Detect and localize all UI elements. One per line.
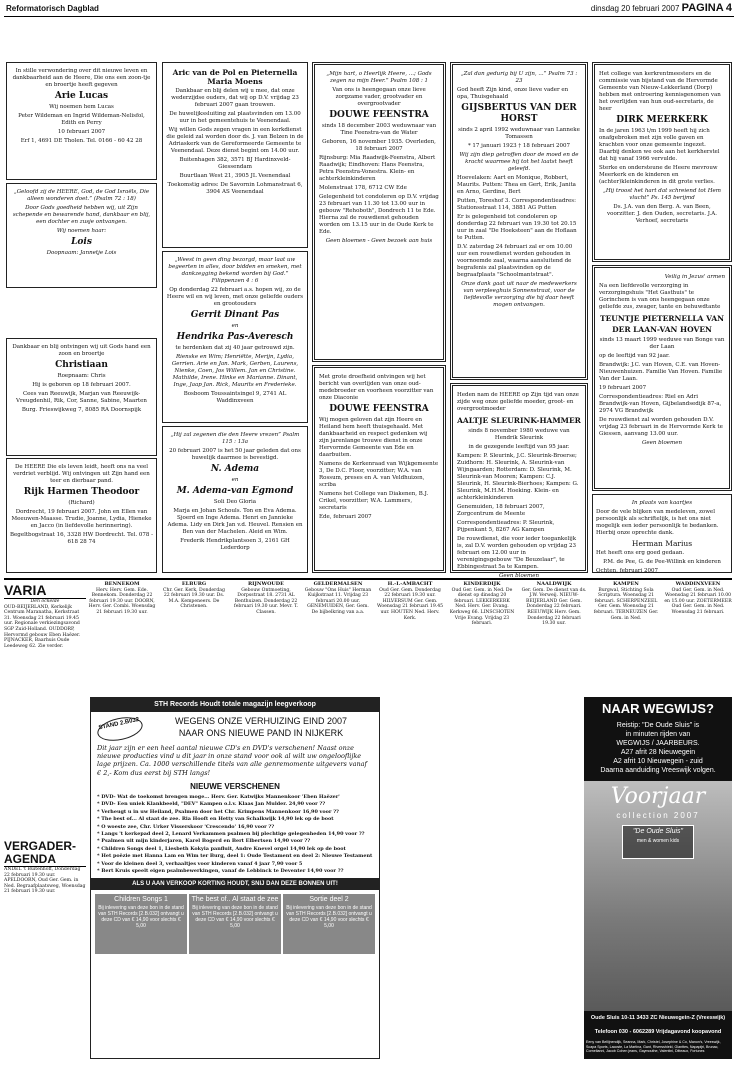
sth-item-list bbox=[97, 794, 373, 875]
ad-address: Begeltbogstraat 16, 3328 HW Dordrecht. Tel. 078 - 618 28 74 bbox=[10, 532, 153, 545]
ad-brand: Voorjaar bbox=[610, 784, 706, 809]
ad-text2: In de jaren 1963 t/m 1999 heeft hij zich onafgebroken met zijn volle gaven en krachten voor onze gemeente ingezet. Daarbij denken we ook aan het kerkherstel dat hij vanaf 1966 vervulde. bbox=[599, 128, 720, 162]
sth-item: * Het poëzie met Hanna Lam en Wim ter Burg, deel 1: Oude Testament en deel 2: Nieuwe Testament bbox=[97, 853, 373, 860]
ad-family: Kampen: P. Sleurink, J.C. Sleurink-Broerse; Zuidhorn: H. Sleurink, A. Sleurink-van Wijngaarden; Rotterdam: D. Sleurink, M. Sleurink-van Mooren; Kampen: C.J. Sleurink, H. Sleurink-Bierhoes; Kampen: G. Sleurink, M.H.M. Hoeking. Klein- en achterkleinkinderen bbox=[457, 453, 579, 501]
ad-address: Burg. Frieswijkweg 7, 8085 RA Doornspijk bbox=[21, 407, 142, 413]
ad-date: Hij is geboren op 18 februari 2007. bbox=[32, 382, 131, 388]
ad-line: A2 afrit 10 Nieuwegein - zuid bbox=[613, 758, 703, 765]
varia-section bbox=[4, 582, 86, 832]
oude-sluis-logo bbox=[622, 825, 694, 859]
sth-intro: Dit jaar zijn er een heel aantal nieuwe CD's en DVD's verschenen! Naast onze nieuwe producties vind u dit jaar in onze stand voor ook al wilt uw ongelooflijke lage prijzen. Ca. 1000 verschillende titels van alle genremomente uitgevers vanaf € 2,- Kom dus eerst bij STH langs! bbox=[97, 744, 367, 777]
ad-text: Van ons is heengegaan onze lieve zorgzame vader, grootvader en overgrootvader bbox=[332, 87, 426, 107]
ad-name-2: M. Adema-van Egmond bbox=[176, 486, 294, 496]
agenda-col-head: KINDERDIJK bbox=[463, 581, 501, 587]
agenda-col bbox=[592, 582, 660, 692]
ad-name: DOUWE FEENSTRA bbox=[329, 110, 429, 120]
ad-family: Cees van Reeuwijk, Marjan van Reeuwijk-Vreugdenhil, Rik, Cor, Sanne, Sabine, Maarten bbox=[16, 391, 147, 404]
ad-text3: Sterke en ondersteune de Heere mevrouw Meerkerk en de kinderen en (achter)kleinkinderen in dit grote verlies. bbox=[599, 165, 718, 185]
death-notice-feenstra-family bbox=[312, 62, 446, 362]
page-header-date bbox=[591, 2, 732, 14]
logo-sub: men & women kids bbox=[636, 838, 680, 844]
agenda-col bbox=[520, 582, 588, 692]
ad-place: Doopnaam: Jannetje Lois bbox=[46, 250, 117, 256]
agenda-col-head: RIJNWOUDE bbox=[248, 581, 284, 587]
agenda-col bbox=[376, 582, 444, 692]
agenda-col-text: Oud Ger. Gem. Donderdag 22 februari 19.30 uur. HILVERSUM Ger. Gem. Woensdag 21 februari 19.45 uur. HOUTEN Ned. Herv. Kerk. bbox=[376, 587, 444, 621]
birth-ad-lois bbox=[6, 183, 157, 288]
ad-signature: P.M. de Pee, G. de Pee-Willink en kinderen bbox=[603, 559, 721, 565]
coupon-title: Sortie deel 2 bbox=[309, 896, 349, 903]
agenda-col-head: GELDERMALSEN bbox=[313, 581, 363, 587]
ad-age: op de leeftijd van 92 jaar. bbox=[599, 353, 670, 359]
agenda-col-text: Gebouw "Ons Huis" Herman Kuijkstraat 11. Vrijdag 23 februari 20.00 uur. GENEMUIDEN, Ger. Gem. De bijbelkring van a.a. bbox=[304, 587, 372, 615]
agenda-col-text: Burgwal, Stichting Sola Scriptura. Woensdag 21 februari. SCHERPENZEEL Ger. Gem. Woensdag 21 februari. TERNEUZEN Ger. Gem. in Ned. bbox=[593, 587, 659, 621]
ad-sub: sinds 18 december 2003 weduwnaar van Tine Feenstra-van de Water bbox=[321, 123, 437, 136]
agenda-col-text: Gebouw Ontmoeting, Dorpsstraat 18. 2731 AL Benthuizen. Donderdag 22 februari 19.30 uur. Mevr. T. Classen. bbox=[234, 587, 298, 615]
agenda-col-head: KAMPEN bbox=[613, 581, 639, 587]
ad-parents: Peter Wildeman en Ingrid Wildeman-Nelisfol, Edith en Perry bbox=[18, 113, 145, 126]
ad-funeral: De rouwdienst, die voor ieder toegankelijk is, zal D.V. worden gehouden op vrijdag 23 februari om 12.00 uur in verenigingsgebouw "De Beuzelaar", te Ebbingestraat 5a te Kampen. bbox=[457, 536, 577, 570]
ad-address: Genemuiden, 18 februari 2007, Zorgcentrum de Meente bbox=[457, 504, 545, 517]
ad-years: te herdenken dat zij 40 jaar getrouwd zijn. bbox=[175, 345, 295, 351]
agenda-col-text: Ger. Gem. De dienst van ds. J.W. Verweij. NIEUW-BEIJERLAND Ger. Gem. Donderdag 22 februari. REEUWIJK Herv. Gem. Donderdag 22 februari 19.30 uur. bbox=[521, 587, 587, 627]
agenda-col bbox=[88, 582, 156, 692]
ad-future: Toekomstig adres: De Savornin Lohmanstraat 6, 3904 AS Veenendaal bbox=[167, 182, 303, 195]
ad-credit: Eeny van Bellijnendijk, Seanna, Mark, Christel, Josephine & Co, Manon's, Vreeswijk, Scapa Sports, Lacoste, La Martina, Gant, Riversshield, Gianttes, Napapijri, Brunac, Cornelianni, Jacob Cohen jeans, Gaymouthe, Valentini, Ditteaux, Fortunes bbox=[586, 1040, 721, 1053]
ad-address-2: Buurtlaan West 21, 3905 JL Veenendaal bbox=[179, 173, 291, 179]
wedding-ad bbox=[162, 62, 308, 248]
ad-address: Bosboom Toussaintsingel 9, 2741 AL Waddinxveen bbox=[183, 391, 287, 404]
ad-text: God heeft Zijn kind, onze lieve vader en opa, Thuisgehaald bbox=[457, 87, 569, 100]
ad-funeral: De rouwdienst zal worden gehouden D.V. vrijdag 23 februari in de Hervormde Kerk te Giessen, aanvang 13.00 uur. bbox=[599, 417, 723, 437]
ad-family: Hoevelaken: Aart en Monique, Robbert, Maurits. Putten: Thea en Gert, Erik, Janita en Arno, Gerdine, Bert bbox=[457, 175, 576, 195]
agenda-col-text: Oud Ger. Gem. in Ned. De dienst op dinsdag 20 februari. LEKKERKERK Ned. Herv. Ger. Evang. Kerkweg 66. LINSCHOTEN Vrije Evang. Vrijdag 23 februari. bbox=[449, 587, 515, 627]
birth-ad-christiaan bbox=[6, 338, 157, 456]
ad-place: Ede, februari 2007 bbox=[319, 514, 372, 520]
ad-title: Aric van de Pol en Pieternella Maria Moens bbox=[172, 68, 298, 86]
ad-lines bbox=[588, 721, 728, 775]
sth-headline-1: WEGENS ONZE VERHUIZING EIND 2007 bbox=[174, 716, 348, 726]
ad-text: Heden nam de HEERE op Zijn tijd van onze zijde weg onze geliefde moeder, groot- en overgrootmoeder bbox=[457, 392, 579, 412]
agenda-col-head: H.-I.-AMBACHT bbox=[387, 581, 433, 587]
ad-family: Brandwijk: J.C. van Hoven, C.E. van Hoven-Nieuwenhuizen. Familie Van Hoven. Familie Van der Laan. bbox=[599, 362, 723, 382]
ad-text2: Soli Deo Gloria bbox=[213, 499, 257, 505]
ad-footer: Geen bloemen bbox=[641, 440, 683, 446]
ad-text: Na een liefdevolle verzorging in verzorgingshuis "Het Gasthuis" te Gorinchem is van ons heengegaan onze geliefde zus, zwager, tante en behuwdtante bbox=[599, 283, 721, 310]
sth-item: * DVD- Een uniek Klankbeeld, "DEV" Kampen o.l.v. Klaas Jan Mulder. 24,90 voor ?? bbox=[97, 801, 326, 808]
ad-sub: sinds 13 maart 1999 weduwe van Bonge van der Laan bbox=[599, 337, 725, 350]
ad-name-1: Gerrit Dinant Pas bbox=[190, 310, 280, 320]
anniversary-ad-pas bbox=[162, 251, 308, 423]
death-notice-meerkerk bbox=[592, 62, 732, 262]
ad-name: DOUWE FEENSTRA bbox=[329, 404, 429, 414]
ad-title: NAAR WEGWIJS? bbox=[602, 701, 714, 716]
ad-name: Lois bbox=[71, 237, 92, 247]
logo-name: "De Oude Sluis" bbox=[632, 828, 684, 835]
agenda-col-head: BENNEKOM bbox=[104, 581, 140, 587]
agenda-col-head: WADDINXVEEN bbox=[675, 581, 721, 587]
ad-correspondence: Correspondentieadres: Riel en Adri Brandwijk-van Hoven, Gijbelandsedijk 87-a, 2974 VG Brandwijk bbox=[599, 394, 722, 414]
ad-correspondence: Correspondentieadres: P. Sleurink, Pijpenkant 5, 8267 AG Kampen bbox=[457, 520, 555, 533]
agenda-col bbox=[664, 582, 732, 692]
ad-intro: In stille verwondering over dit nieuwe leven en dankbaarheid aan de Heere, Die ons een zoon-tje en broertje heeft gegeven bbox=[12, 68, 151, 88]
coupon-title: Children Songs 1 bbox=[114, 896, 168, 903]
sth-coupon[interactable] bbox=[95, 894, 187, 954]
header-rule bbox=[4, 16, 734, 17]
ad-funeral: Er is gelegenheid tot condoleren op donderdag 22 februari van 19.30 tot 20.15 uur in zaal "De Hoeksteen" aan de Hoflaan te Putten. bbox=[457, 214, 577, 241]
ad-collection: collection 2007 bbox=[616, 811, 700, 820]
sth-item: * Psalmen uit mijn kinderjaren, Karel Bogerd en Bert Elbertsen 14,90 voor ?? bbox=[97, 838, 311, 845]
agenda-col bbox=[304, 582, 372, 692]
ad-name-1: N. Adema bbox=[210, 464, 260, 474]
death-notice-van-der-laan bbox=[592, 265, 732, 491]
sth-item: * Verheugt u in uw Heiland, Psalmen door het Chr. Krimpens Mannenkoor 16,90 voor ?? bbox=[97, 808, 339, 815]
ad-footer: Geen bloemen - Geen bezoek aan huis bbox=[325, 238, 433, 244]
ad-line: in minuten rijden van bbox=[625, 731, 691, 738]
agenda-col-head: NAALDWIJK bbox=[536, 581, 572, 587]
agenda-col-text: Oud Ger. Gem. in Ned. Woensdag 21 februari 10.00 en 15.00 uur. ZOETERMEER Oud Ger. Gem. in Ned. Woensdag 21 februari. bbox=[664, 587, 732, 615]
ad-name: Rijk Harmen Theodoor bbox=[23, 487, 140, 497]
ad-line: Daarna aanduiding Vreeswijk volgen. bbox=[600, 767, 716, 774]
ad-text2: Het heeft ons erg goed gedaan. bbox=[596, 550, 685, 556]
agenda-rule bbox=[4, 578, 732, 580]
ad-footer: Geen bloemen bbox=[498, 573, 540, 579]
death-notice-sleurink bbox=[450, 383, 588, 579]
ad-sub: sinds 2 april 1992 weduwnaar van Lanneke Tomassen bbox=[458, 127, 580, 140]
sth-item: * Bert Kruis speelt eigen psalmbewerkingen, vanaf de Lebbinck te Deventer 14,90 voor ?? bbox=[97, 868, 344, 875]
ad-quote: „Weest in geen ding bezorgd, maar laat uw begeerten in alles, door bidden en smeken, met dankzegging bekend worden bij God.” Filippenzen 4 : 6 bbox=[168, 257, 302, 284]
ad-quote: „Geloofd zij de HEERE, God, de God Israëls, Die alleen wonderen doet.” (Psalm 72 : 18) bbox=[13, 189, 150, 202]
vergader-title: VERGADER-AGENDA bbox=[4, 840, 86, 867]
ad-funeral-2: D.V. zaterdag 24 februari zal er om 10.00 uur een rouwdienst worden gehouden in voornoemde zaal, waarna aansluitend de begrafenis zal plaatsvinden op de begraafplaats "Schoolmantstraat". bbox=[457, 244, 573, 278]
ad-address: Oude Sluis 10-11 3433 ZC Nieuwegein-Z (Vreeswijk) bbox=[590, 1015, 726, 1021]
ad-text: Het college van kerkrentmeesters en de commissie van bijstand van de Hervormde Gemeente van Nieuw-Lekkerland (Dorp) hebben met ontroering kennisgenomen van het overlijden van hun oud-secretaris, de heer bbox=[599, 71, 721, 112]
sth-stand-badge: STAND 2.B032 bbox=[95, 713, 145, 744]
ad-text: Door de vele blijken van medeleven, zowel persoonlijk als schriftelijk, is het ons niet mogelijk een ieder persoonlijk te bedanken. Hierbij onze oprechte dank. bbox=[596, 509, 719, 536]
ad-text2: Dordrecht, 19 februari 2007. John en Ellen van Meeuwen-Maasse. Trudie, Joanne, Lydia, Hieneke en Jacco (in liefdevolle herinnering). bbox=[11, 509, 152, 529]
vergader-text: ANDEL 't Buitenhoff, Donderdag 22 februari 19.30 uur. APELDOORN, Oud Ger. Gem. in Ned. Begraafplaatsweg, Woensdag 21 februari 19.30 uur. bbox=[4, 867, 86, 895]
sth-records-ad bbox=[90, 697, 380, 1059]
birth-ad-arie bbox=[6, 62, 157, 180]
agenda-col bbox=[160, 582, 228, 692]
ad-date: 19 februari 2007 bbox=[599, 385, 647, 391]
sth-coupon[interactable] bbox=[189, 894, 281, 954]
agenda-col-text: Herv. Herv. Gem. Ede. Bennekom. Donderdag 22 februari 19.30 uur. DOORN, Herv. Ger. Combi. Woensdag 21 februari 19.30 uur. bbox=[88, 587, 156, 615]
varia-text: OUD-BEIJERLAND, Kerkelijk Centrum Maranatha, Kerkstraat 31. Woensdag 21 februari 19.45 uur. Regionale verkiezingsavond SGP Zuid-Holland. OUDDORP, Hervormd gebouw Eben Haëzer. PIJNACKER, Baarhuis Oude Leedeweg 62. Zie verder. bbox=[4, 604, 81, 649]
ad-call: (Richard) bbox=[68, 500, 95, 506]
ad-call: Roepnaam: Chris bbox=[57, 373, 106, 379]
ad-text: 20 februari 2007 is het 50 jaar geleden dat ons huwelijk daarmee is bevestigd. bbox=[169, 448, 301, 461]
ad-date: 10 februari 2007 bbox=[57, 129, 106, 135]
ad-line: WEGWIJS / JAARBEURS. bbox=[616, 740, 700, 747]
ad-dates: Geboren, 16 november 1935. Overleden, 18 februari 2007 bbox=[322, 139, 436, 152]
ad-family: Rienske en Wim; Henriëtte, Merijn, Lydia, Gerrien. Arie en Jan. Mark, Gerben, Laurens, Nienke, Coen, Jos Willem. Jan en Christine. Mathilde, Irene. Hinke en Marianne. Dinant, Inge, Jaap Jan. Rick, Maurits en Frederieke. bbox=[171, 354, 299, 388]
agenda-col-head: ELBURG bbox=[181, 581, 207, 587]
death-notice-feenstra-church bbox=[312, 365, 446, 573]
ad-date: Ochten, februari 2007 bbox=[596, 568, 659, 574]
ad-head: In plaats van kaartjes bbox=[631, 500, 693, 506]
varia-sub: Den ockelde bbox=[30, 599, 60, 604]
birth-ad-richard bbox=[6, 458, 157, 573]
ad-quote: „Zal dan gedurig bij U zijn, ...” Psalm 73 : 23 bbox=[460, 71, 578, 84]
ad-text: Dankbaar en blij delen wij u mee, dat onze wederzijdse ouders, dat wij op D.V. vrijdag 23 februari 2007 gaan trouwen. bbox=[171, 88, 299, 108]
ad-and: en bbox=[231, 323, 239, 329]
ad-name: Christiaan bbox=[55, 360, 108, 370]
coupon-title: The best of.. Al staat de zee bbox=[191, 896, 279, 903]
sth-item: * DVD- Wat de toekomst brengen moge... Herv. Ger. Katwijks Mannenkoor 'Eben Haëzer' bbox=[97, 794, 340, 800]
ad-text3: Wij willen Gods zegen vragen in een kerkdienst die geleid zal worden door ds. J. van Belzen in de Adriaskerk van de Gereformeerde Gemeente te Veenendaal. Deze dienst begint om 14.00 uur. bbox=[166, 127, 304, 154]
ad-text: De HEERE Die els leven leidt, heeft ons na veel verdriet verblijd. Wij ontvingen uit Zijn hand een teer en dierbaar pand. bbox=[13, 464, 150, 484]
vergader-agenda-section bbox=[4, 840, 86, 1060]
anniversary-ad-adema bbox=[162, 426, 308, 573]
ad-footer: Onze dank gaat uit naar de medewerkers van verpleeghuis Sonnenstraat, voor de liefdevolle verzorging die hij daar heeft mogen ontvangen. bbox=[461, 281, 577, 308]
coupon-text: Bij inlevering van deze bon in de stand van STH Records [2.B.032] ontvangt u deze CD van € 14,90 voor slechts € 5,00 bbox=[98, 905, 184, 929]
sth-new-title: NIEUWE VERSCHENEN bbox=[190, 782, 280, 791]
ad-name: Arie Lucas bbox=[54, 91, 109, 101]
page-number: 4 bbox=[725, 2, 732, 14]
ad-line: A27 afrit 28 Nieuwegein bbox=[620, 749, 696, 756]
ad-family: Marja en Johan Schouls. Ton en Eva Adema. Sjoerd en Inge Adema. Henri en Jannieke Adema. Lidy en Dirk Jan v.d. Heuvel. Rensien en Ben van der Machelen. Aleid en Wim. bbox=[167, 508, 303, 535]
ad-quote: „Hij zal zegenen die den Heere vrezen” Psalm 115 : 13a bbox=[170, 432, 300, 445]
ad-text: Op donderdag 22 februari a.s. hopen wij, zo de Heere wil en wij leven, met onze geliefde ouders en grootouders bbox=[166, 287, 304, 307]
agenda-columns bbox=[88, 582, 732, 692]
agenda-col-text: Chr. Ger. Kerk, Donderdag 22 februari 19.30 uur. Ds. M.A. Kempeneers. De Christenen. bbox=[163, 587, 225, 610]
ad-address: Frederik Hendrikplantsoen 3, 2161 GH Lederdorp bbox=[180, 538, 290, 551]
header-date: dinsdag 20 februari 2007 bbox=[590, 4, 680, 13]
ad-text: Door Gods goedheid hebben wij, uit Zijn schepende en bewarende hand, dankbaar en blij, een dochter en zusje ontvangen. bbox=[12, 205, 151, 225]
ad-address-1: Buitenhagen 382, 3571 BJ Hardinxveld-Giessendam bbox=[179, 157, 291, 170]
thank-you-ad-marius bbox=[592, 494, 732, 573]
sth-item: * Voor de kleinen deel 3, verhaaltjes voor kinderen vanaf 4 jaar 7,90 voor 5 bbox=[97, 860, 303, 867]
ad-line: Reistip: "De Oude Sluis" is bbox=[616, 722, 700, 729]
sth-headline-2: NAAR ONS NIEUWE PAND IN NIJKERK bbox=[178, 728, 344, 738]
ad-dates: * 17 januari 1923 † 18 februari 2007 bbox=[467, 143, 571, 149]
ad-signature: Namens de Kerkenraad van Wijkgemeente 3, De D.C. Floor, voorzitter; W.A. van Rossum, preses en A. van Veldhuizen, scriba bbox=[319, 461, 439, 488]
ad-signature: Ds. J.A. van den Berg. A. van Been, voorzitter. J. den Ouden, secretaris. J.A. Verhoef, secretaris bbox=[607, 204, 717, 224]
sth-item: * The best of... Al staat de zee. Ria Hooft en Hetty van Schalkwijk 14,90 lek op de boot bbox=[97, 816, 334, 823]
ad-text2: Wij mogen geloven dat zijn Heere en Heiland hem heeft thuisgehaald. Met dankbaarheid en respect gedenken wij zijn jarenlange trouwe dienst in onze Hervormde Gemeente van Ede en daarbuiten. bbox=[319, 417, 428, 458]
ad-sub: sinds 8 november 1980 weduwe van Hendrik Sleurink bbox=[468, 428, 570, 441]
ad-name: AALTJE SLEURINK-HAMMER bbox=[457, 416, 581, 425]
agenda-col bbox=[448, 582, 516, 692]
ad-name-2: Hendrika Pas-Averesch bbox=[176, 332, 294, 342]
ad-call: Wij noemen hem Lucas bbox=[49, 104, 114, 110]
coupon-text: Bij inlevering van deze bon in de stand van STH Records [2.B.032] ontvangt u deze CD van € 14,90 voor slechts € 5,00 bbox=[192, 905, 278, 929]
ad-and: en bbox=[231, 477, 239, 483]
ad-signature-2: Namens het College van Diakenen, B.J. Crikel, voorzitter; W.A. Lammers, secretaris bbox=[319, 491, 429, 511]
ad-text2: De huwelijkssluiting zal plaatsvinden om 13.00 uur in het gemeentehuis te Veenendaal. bbox=[169, 111, 301, 124]
ad-address: Putten, Toreshof 3. Correspondentieadres: Stationsstraat 114, 3881 AG Putten bbox=[457, 198, 576, 211]
death-notice-van-der-horst bbox=[450, 62, 588, 380]
ad-call: Wij noemen haar: bbox=[56, 228, 107, 234]
ad-name: TEUNTJE PIETERNELLA VAN DER LAAN-VAN HOVEN bbox=[599, 314, 724, 334]
sth-item: * O woeste zee, Chr. Urker Visserskoor 'Crescendo' 16,90 voor ?? bbox=[97, 823, 275, 830]
sth-coupon[interactable] bbox=[283, 894, 375, 954]
oude-sluis-ad bbox=[584, 697, 732, 1059]
ad-age: in de gezegende leeftijd van 95 jaar. bbox=[468, 444, 570, 450]
varia-title: VARIA bbox=[4, 582, 86, 599]
ad-address: Erf 1, 4691 DE Tholen. Tel. 0166 - 60 42 28 bbox=[20, 138, 143, 144]
sth-footer: ALS U AAN VERKOOP KORTING HOUDT, SNIJ DAN DEZE BONNEN UIT! bbox=[91, 878, 379, 890]
coupon-text: Bij inlevering van deze bon in de stand van STH Records [2.B.032] ontvangt u deze CD van € 14,90 voor slechts € 5,00 bbox=[286, 905, 372, 929]
sth-item: * Children Songs deel 1, Liesbeth Kokyia panfluit, Andre Knevel orgel 14,90 lek op de boot bbox=[97, 845, 346, 852]
newspaper-name: Reformatorisch Dagblad bbox=[6, 4, 99, 13]
ad-address: Molenstraat 178, 6712 CW Ede bbox=[319, 185, 407, 191]
sth-title: STH Records Houdt totale magazijn leegverkoop bbox=[91, 698, 379, 712]
ad-text: Met grote droefheid ontvingen wij het bericht van overlijden van onze oud-medebroeder en voorheen voorzitter van onze Diaconie bbox=[319, 374, 434, 401]
ad-funeral: Gelegenheid tot condoleren op D.V. vrijdag 23 februari van 11.30 tot 13.00 uur in gebouw "Rehoboth", Dondrech 11 te Ede. Hierna zal de rouwdienst gehouden worden om 13.15 uur in de Oude Kerk te Ede. bbox=[319, 194, 439, 235]
ad-quote: „Hij troost het hart dat schreiend tot Hem vlucht” Ps. 145 berijmd bbox=[603, 188, 721, 201]
ad-text: Dankbaar en blij ontvingen wij uit Gods hand een zoon en broertje bbox=[12, 344, 151, 357]
ad-name: Herman Marius bbox=[631, 539, 693, 548]
ad-quote-2: Wij zijn diep getroffen door de moed en de kracht waarmee hij tot het laatst heeft geleefd. bbox=[459, 152, 579, 172]
page-label: PAGINA bbox=[681, 2, 724, 14]
ad-head: Veilig in Jezus' armen bbox=[664, 274, 725, 280]
ad-phone: Telefoon 030 - 6062289 Vrijdagavond koopavond bbox=[594, 1029, 722, 1035]
ad-name: GIJSBERTUS VAN DER HORST bbox=[461, 103, 577, 124]
ad-name: DIRK MEERKERK bbox=[616, 115, 708, 125]
ad-quote: „Mijn hart, o Heerlijk Heere, ...; Gods zegen na mijn Heer.” Psalm 108 : 1 bbox=[326, 71, 432, 84]
ad-family: Rijnsburg: Mia Raadwijk-Feenstra, Albert Raadwijk; Eindhoven: Hans Feenstra, Petra Feenstra-Vonestra. Klein- en achterkleinkinderen bbox=[319, 155, 436, 182]
agenda-col bbox=[232, 582, 300, 692]
sth-item: * Langs 't kerkepad deel 2, Lenard Verkammen psalmen bij plechtige gelegenheden 14,90 voor ?? bbox=[97, 831, 365, 838]
